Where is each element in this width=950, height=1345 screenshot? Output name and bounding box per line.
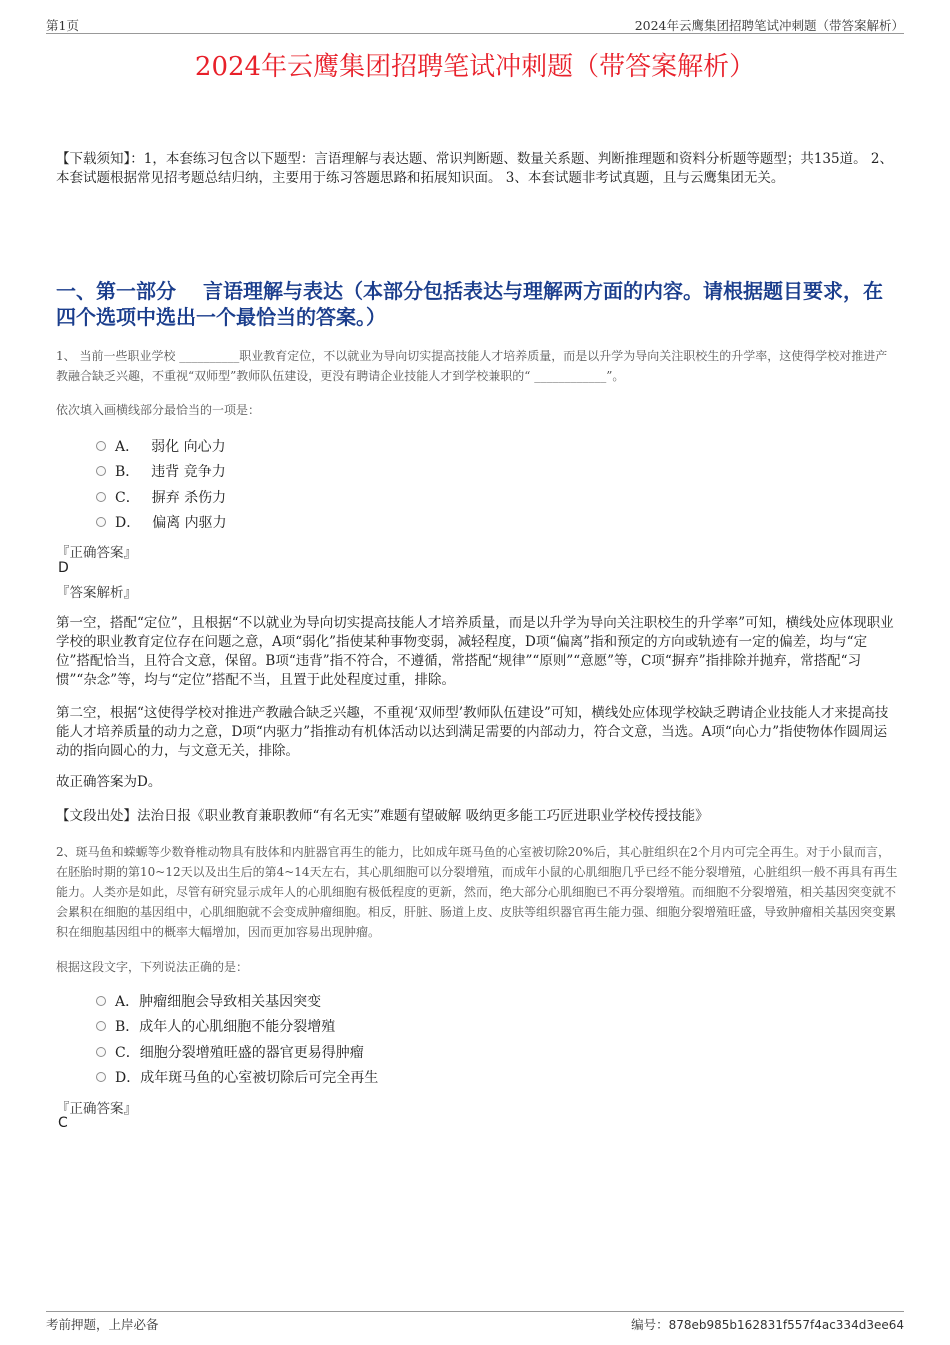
question-2-answer-label: 『正确答案』 [56, 1101, 137, 1117]
radio-icon[interactable] [96, 492, 106, 502]
question-2-option-a[interactable]: A． 肿瘤细胞会导致相关基因突变 [96, 988, 378, 1014]
question-1-option-d[interactable]: D． 偏离 内驱力 [96, 510, 227, 536]
radio-icon[interactable] [96, 517, 106, 527]
question-1-option-b[interactable]: B． 违背 竞争力 [96, 459, 227, 485]
page-number: 第1页 [46, 18, 79, 33]
header-doc-title: 2024年云鹰集团招聘笔试冲刺题（带答案解析） [634, 18, 904, 33]
question-1-answer-label: 『正确答案』 [56, 545, 137, 561]
radio-icon[interactable] [96, 441, 106, 451]
question-1-text: 1、 当前一些职业学校 __________职业教育定位，不以就业为导向切实提高技能人才培养质量，而是以升学为导向关注职校生的升学率，这使得学校对推进产教融合缺乏兴趣，不重视“双师型”教师队伍建设，更没有聘请企业技能人才到学校兼职的“ ____________”。 [56, 349, 888, 383]
page-footer [46, 1311, 904, 1333]
footer-slogan: 考前押题，上岸必备 [46, 1317, 159, 1332]
radio-icon[interactable] [96, 1072, 106, 1082]
question-2-option-c[interactable]: C． 细胞分裂增殖旺盛的器官更易得肿瘤 [96, 1039, 378, 1065]
question-2-options [96, 988, 378, 1090]
question-1-source: 【文段出处】法治日报《职业教育兼职教师“有名无实”难题有望破解 吸纳更多能工巧匠进职业学校传授技能》 [56, 808, 709, 824]
radio-icon[interactable] [96, 466, 106, 476]
download-notice: 【下载须知】：1，本套练习包含以下题型：言语理解与表达题、常识判断题、数量关系题、判断推理题和资料分析题等题型；共135道。 2、本套试题根据常见招考题总结归纳，主要用于练习答题思路和拓展知识面。 3、本套试题非考试真题，且与云鹰集团无关。 [56, 151, 893, 186]
question-2-option-d[interactable]: D． 成年斑马鱼的心室被切除后可完全再生 [96, 1065, 378, 1091]
question-1-answer: D [58, 560, 69, 576]
page-header [46, 14, 904, 34]
radio-icon[interactable] [96, 1021, 106, 1031]
question-1-analysis-2: 第二空，根据“这使得学校对推进产教融合缺乏兴趣，不重视‘双师型’教师队伍建设”可知，横线处应体现学校缺乏聘请企业技能人才来提高技能人才培养质量的动力之意，D项“内驱力”指推动有机体活动以达到满足需要的内部动力，符合文意，当选。A项“向心力”指使物体作圆周运动的指向圆心的力，与文意无关，排除。 [56, 705, 889, 759]
question-1-options [96, 433, 227, 535]
question-1-analysis-1: 第一空，搭配“定位”，且根据“不以就业为导向切实提高技能人才培养质量，而是以升学为导向关注职校生的升学率”可知，横线处应体现职业学校的职业教育定位存在问题之意，A项“弱化”指使某种事物变弱，减轻程度，D项“偏离”指和预定的方向或轨迹有一定的偏差，均与“定位”搭配恰当，且符合文意，保留。B项“违背”指不符合，不遵循，常搭配“规律”“原则”“意愿”等，C项“摒弃”指排除并抛弃，常搭配“习惯”“杂念”等，均与“定位”搭配不当，且置于此处程度过重，排除。 [56, 615, 894, 688]
question-2-answer: C [58, 1115, 68, 1131]
radio-icon[interactable] [96, 996, 106, 1006]
question-1-conclusion: 故正确答案为D。 [56, 774, 162, 790]
question-2-text: 2、斑马鱼和蝾螈等少数脊椎动物具有肢体和内脏器官再生的能力，比如成年斑马鱼的心室被切除20%后，其心脏组织在2个月内可完全再生。对于小鼠而言，在胚胎时期的第10~12天以及出生后的第4~14天左右，其心肌细胞可以分裂增殖，而成年小鼠的心肌细胞几乎已经不能分裂增殖，心脏组织一般不再具有再生能力。人类亦是如此，尽管有研究显示成年人的心肌细胞有极低程度的更新，然而，绝大部分心肌细胞已不再分裂增殖。而细胞不分裂增殖，相关基因突变就不会累积在细胞的基因组中，心肌细胞就不会变成肿瘤细胞。相反，肝脏、肠道上皮、皮肤等组织器官再生能力强、细胞分裂增殖旺盛，导致肿瘤相关基因突变累积在细胞基因组中的概率大幅增加，因而更加容易出现肿瘤。 [56, 845, 898, 939]
section-heading: 一、第一部分 言语理解与表达（本部分包括表达与理解两方面的内容。请根据题目要求，在四个选项中选出一个最恰当的答案。） [56, 279, 883, 329]
question-2-prompt: 根据这段文字，下列说法正确的是： [56, 960, 249, 974]
question-1-analysis-label: 『答案解析』 [56, 585, 137, 601]
question-1-prompt: 依次填入画横线部分最恰当的一项是： [56, 403, 261, 417]
radio-icon[interactable] [96, 1047, 106, 1057]
question-1-option-a[interactable]: A． 弱化 向心力 [96, 433, 227, 459]
footer-code: 编号：878eb985b162831f557f4ac334d3ee64 [631, 1317, 904, 1332]
document-title: 2024年云鹰集团招聘笔试冲刺题（带答案解析） [194, 52, 756, 82]
question-2-option-b[interactable]: B． 成年人的心肌细胞不能分裂增殖 [96, 1014, 378, 1040]
question-1-option-c[interactable]: C． 摒弃 杀伤力 [96, 484, 227, 510]
